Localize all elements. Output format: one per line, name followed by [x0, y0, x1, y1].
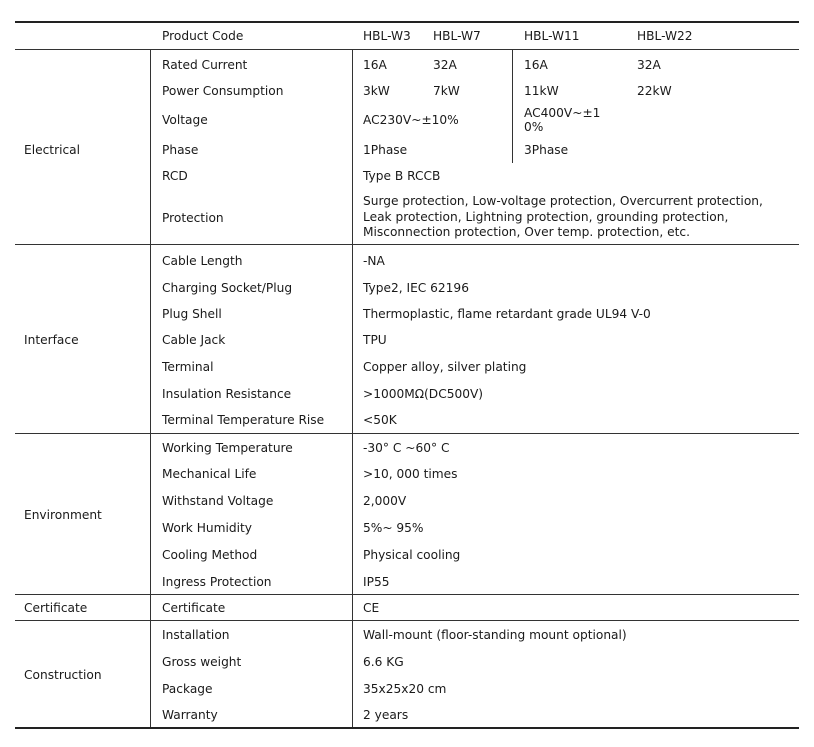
table-top-rule: [15, 21, 799, 23]
working-temp-value: -30° C ~60° C: [363, 441, 450, 455]
row-label-package: Package: [162, 682, 213, 696]
section-environment: Environment: [24, 508, 102, 522]
rcd-value: Type B RCCB: [363, 169, 441, 183]
row-label-rcd: RCD: [162, 169, 188, 183]
section-divider-certificate: [15, 620, 799, 621]
column-divider-section: [150, 49, 151, 727]
mechanical-life-value: >10, 000 times: [363, 467, 458, 481]
row-label-protection: Protection: [162, 211, 224, 225]
row-label-plug-shell: Plug Shell: [162, 307, 222, 321]
row-label-charging-socket: Charging Socket/Plug: [162, 281, 293, 295]
row-label-warranty: Warranty: [162, 708, 218, 722]
row-label-withstand-voltage: Withstand Voltage: [162, 494, 274, 508]
warranty-value: 2 years: [363, 708, 409, 722]
product-code-w7: HBL-W7: [433, 29, 481, 43]
product-code-label: Product Code: [162, 29, 244, 43]
row-label-ingress: Ingress Protection: [162, 575, 272, 589]
phase-single: 1Phase: [363, 143, 408, 157]
row-label-gross-weight: Gross weight: [162, 655, 242, 669]
row-label-mechanical-life: Mechanical Life: [162, 467, 257, 481]
product-code-w3: HBL-W3: [363, 29, 411, 43]
temp-rise-value: <50K: [363, 413, 397, 427]
section-divider-electrical: [15, 244, 799, 245]
plug-shell-value: Thermoplastic, flame retardant grade UL94 V-0: [363, 307, 651, 321]
power-w11: 11kW: [524, 84, 559, 98]
section-certificate: Certificate: [24, 601, 88, 615]
row-label-phase: Phase: [162, 143, 199, 157]
row-label-power: Power Consumption: [162, 84, 284, 98]
installation-value: Wall-mount (floor-standing mount optional): [363, 628, 627, 642]
rated-current-w22: 32A: [637, 58, 661, 72]
cable-length-value: -NA: [363, 254, 385, 268]
rated-current-w11: 16A: [524, 58, 548, 72]
section-interface: Interface: [24, 333, 79, 347]
row-label-cable-jack: Cable Jack: [162, 333, 226, 347]
cable-jack-value: TPU: [363, 333, 387, 347]
rated-current-w7: 32A: [433, 58, 457, 72]
voltage-three-phase: AC400V~±10%: [524, 106, 601, 134]
rated-current-w3: 16A: [363, 58, 387, 72]
row-label-certificate: Certificate: [162, 601, 226, 615]
power-w22: 22kW: [637, 84, 672, 98]
column-divider-phase: [512, 49, 513, 163]
row-label-installation: Installation: [162, 628, 230, 642]
certificate-value: CE: [363, 601, 380, 615]
power-w3: 3kW: [363, 84, 390, 98]
terminal-value: Copper alloy, silver plating: [363, 360, 527, 374]
product-code-w22: HBL-W22: [637, 29, 693, 43]
row-label-temp-rise: Terminal Temperature Rise: [162, 413, 325, 427]
gross-weight-value: 6.6 KG: [363, 655, 404, 669]
voltage-single-phase: AC230V~±10%: [363, 113, 459, 127]
row-label-humidity: Work Humidity: [162, 521, 252, 535]
power-w7: 7kW: [433, 84, 460, 98]
column-divider-label: [352, 49, 353, 727]
charging-socket-value: Type2, IEC 62196: [363, 281, 469, 295]
table-bottom-rule: [15, 727, 799, 729]
product-code-w11: HBL-W11: [524, 29, 580, 43]
withstand-voltage-value: 2,000V: [363, 494, 407, 508]
cooling-value: Physical cooling: [363, 548, 461, 562]
header-divider: [15, 49, 799, 50]
row-label-voltage: Voltage: [162, 113, 208, 127]
section-construction: Construction: [24, 668, 102, 682]
row-label-rated-current: Rated Current: [162, 58, 248, 72]
insulation-value: >1000MΩ(DC500V): [363, 387, 484, 401]
section-electrical: Electrical: [24, 143, 81, 157]
protection-value: Surge protection, Low-voltage protection, Overcurrent protection, Leak protection, Lightning protection, grounding protection, Misconnection protection, Over temp. protection, etc.: [363, 194, 763, 239]
row-label-terminal: Terminal: [162, 360, 214, 374]
package-value: 35x25x20 cm: [363, 682, 447, 696]
section-divider-environment: [15, 594, 799, 595]
row-label-cable-length: Cable Length: [162, 254, 243, 268]
ingress-value: IP55: [363, 575, 390, 589]
phase-three: 3Phase: [524, 143, 569, 157]
humidity-value: 5%~ 95%: [363, 521, 424, 535]
section-divider-interface: [15, 433, 799, 434]
row-label-insulation: Insulation Resistance: [162, 387, 292, 401]
row-label-working-temp: Working Temperature: [162, 441, 293, 455]
row-label-cooling: Cooling Method: [162, 548, 258, 562]
